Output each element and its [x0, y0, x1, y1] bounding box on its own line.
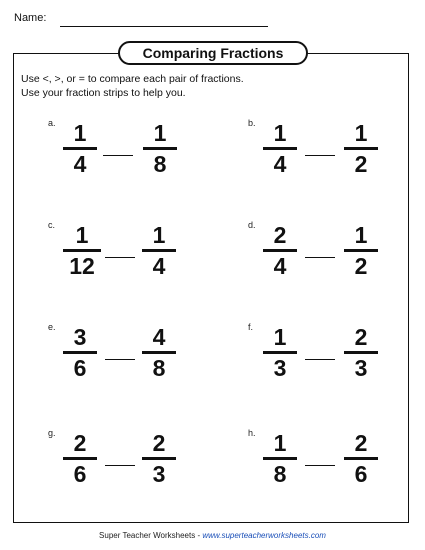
numerator: 1 [273, 324, 287, 350]
denominator: 8 [153, 150, 167, 177]
problem-g [48, 428, 228, 498]
right-fraction [344, 325, 378, 381]
denominator: 6 [354, 460, 368, 487]
answer-blank[interactable] [103, 155, 133, 156]
denominator: 8 [273, 460, 287, 487]
left-fraction [63, 325, 97, 381]
fraction-bar [142, 249, 176, 252]
fraction-bar [143, 147, 177, 150]
left-fraction [63, 431, 97, 487]
denominator: 12 [69, 252, 95, 279]
right-fraction [142, 431, 176, 487]
numerator: 1 [354, 222, 368, 248]
problem-label: g. [48, 428, 56, 438]
numerator: 4 [152, 324, 166, 350]
worksheet-title: Comparing Fractions [118, 41, 308, 65]
denominator: 4 [273, 150, 287, 177]
problem-label: b. [248, 118, 256, 128]
footer-separator: - [195, 531, 203, 540]
fraction-bar [63, 351, 97, 354]
left-fraction [263, 325, 297, 381]
problem-b [248, 118, 425, 188]
instructions [21, 72, 244, 100]
problem-f [248, 322, 425, 392]
right-fraction [344, 121, 378, 177]
problem-a [48, 118, 228, 188]
problem-label: a. [48, 118, 56, 128]
denominator: 6 [73, 460, 87, 487]
denominator: 3 [152, 460, 166, 487]
fraction-bar [263, 351, 297, 354]
fraction-bar [63, 249, 101, 252]
fraction-bar [344, 351, 378, 354]
answer-blank[interactable] [305, 155, 335, 156]
fraction-bar [142, 457, 176, 460]
left-fraction [63, 223, 101, 279]
fraction-bar [344, 249, 378, 252]
problem-c [48, 220, 228, 290]
denominator: 8 [152, 354, 166, 381]
answer-blank[interactable] [305, 257, 335, 258]
right-fraction [344, 431, 378, 487]
denominator: 3 [273, 354, 287, 381]
fraction-bar [63, 457, 97, 460]
problem-label: h. [248, 428, 256, 438]
right-fraction [142, 325, 176, 381]
problem-e [48, 322, 228, 392]
numerator: 1 [153, 120, 167, 146]
problem-label: d. [248, 220, 256, 230]
numerator: 1 [73, 120, 87, 146]
problem-label: e. [48, 322, 56, 332]
answer-blank[interactable] [105, 359, 135, 360]
denominator: 2 [354, 252, 368, 279]
name-line [60, 26, 268, 27]
right-fraction [143, 121, 177, 177]
numerator: 1 [273, 430, 287, 456]
fraction-bar [344, 147, 378, 150]
footer-url-link[interactable]: www.superteacherworksheets.com [202, 531, 326, 540]
answer-blank[interactable] [305, 359, 335, 360]
numerator: 2 [273, 222, 287, 248]
problem-label: c. [48, 220, 56, 230]
numerator: 1 [354, 120, 368, 146]
problem-h [248, 428, 425, 498]
numerator: 2 [354, 324, 368, 350]
problem-d [248, 220, 425, 290]
answer-blank[interactable] [105, 257, 135, 258]
fraction-bar [344, 457, 378, 460]
left-fraction [263, 121, 297, 177]
denominator: 4 [273, 252, 287, 279]
numerator: 2 [73, 430, 87, 456]
left-fraction [263, 431, 297, 487]
denominator: 3 [354, 354, 368, 381]
footer [0, 531, 425, 540]
fraction-bar [263, 457, 297, 460]
instruction-line: Use <, >, or = to compare each pair of fractions. [21, 73, 244, 85]
fraction-bar [263, 249, 297, 252]
denominator: 2 [354, 150, 368, 177]
numerator: 1 [273, 120, 287, 146]
left-fraction [63, 121, 97, 177]
fraction-bar [263, 147, 297, 150]
denominator: 4 [152, 252, 166, 279]
right-fraction [344, 223, 378, 279]
left-fraction [263, 223, 297, 279]
right-fraction [142, 223, 176, 279]
answer-blank[interactable] [105, 465, 135, 466]
name-label: Name: [14, 12, 47, 24]
answer-blank[interactable] [305, 465, 335, 466]
numerator: 1 [152, 222, 166, 248]
problem-label: f. [248, 322, 254, 332]
numerator: 1 [75, 222, 89, 248]
numerator: 2 [152, 430, 166, 456]
instruction-line: Use your fraction strips to help you. [21, 87, 186, 99]
footer-brand: Super Teacher Worksheets [99, 531, 196, 540]
denominator: 4 [73, 150, 87, 177]
fraction-bar [142, 351, 176, 354]
fraction-bar [63, 147, 97, 150]
numerator: 3 [73, 324, 87, 350]
denominator: 6 [73, 354, 87, 381]
numerator: 2 [354, 430, 368, 456]
